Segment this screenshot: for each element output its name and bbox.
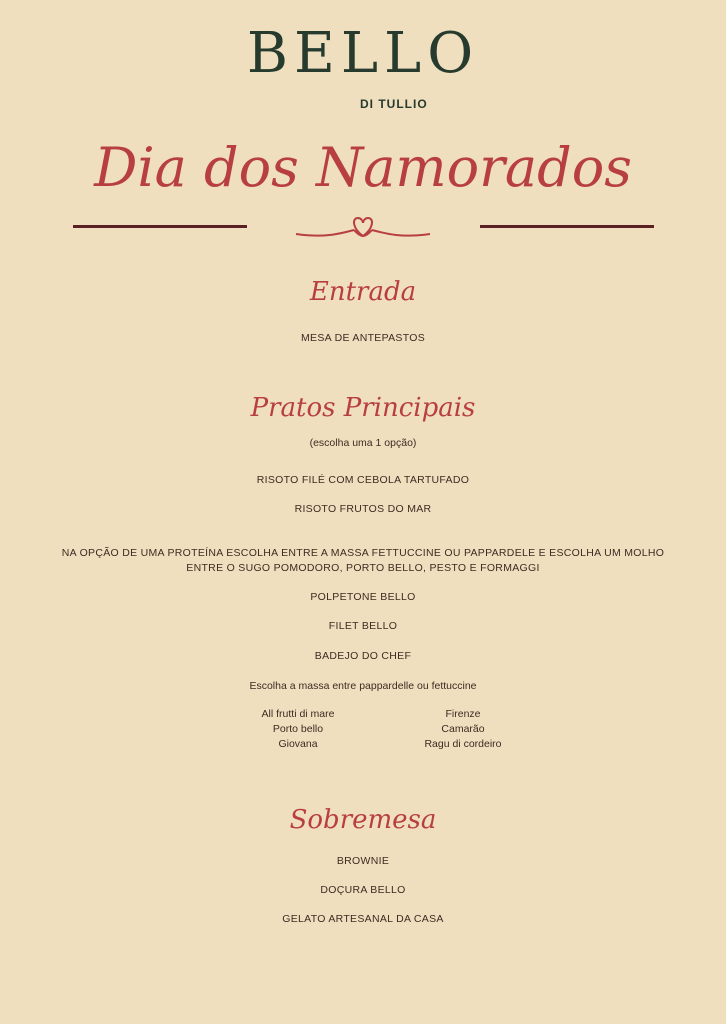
instruction-line: ENTRE O SUGO POMODORO, PORTO BELLO, PESTO E FORMAGGI: [186, 562, 540, 574]
instruction-line: NA OPÇÃO DE UMA PROTEÍNA ESCOLHA ENTRE A MASSA FETTUCCINE OU PAPPARDELE E ESCOLHA UM MOLHO: [61, 547, 665, 559]
section-title-sobremesa: Sobremesa: [289, 805, 437, 835]
sauce-item: Firenze: [445, 708, 481, 720]
protein-item: POLPETONE BELLO: [310, 591, 416, 603]
dessert-item: GELATO ARTESANAL DA CASA: [282, 913, 444, 925]
section-title-principais: Pratos Principais: [250, 393, 476, 423]
menu-item: RISOTO FRUTOS DO MAR: [294, 503, 432, 515]
dessert-item: BROWNIE: [336, 855, 390, 867]
sauce-item: Porto bello: [272, 723, 324, 735]
dessert-item: DOÇURA BELLO: [320, 884, 406, 896]
divider-left: [73, 225, 247, 228]
massa-note: Escolha a massa entre pappardelle ou fettuccine: [249, 680, 477, 692]
sauce-item: Giovana: [278, 738, 318, 750]
sauce-item: All frutti di mare: [261, 708, 335, 720]
section-title-entrada: Entrada: [309, 277, 417, 307]
section-subtitle: (escolha uma 1 opção): [309, 437, 417, 449]
sauce-list-right: [403, 707, 523, 752]
brand-subtitle: DI TULLIO: [360, 97, 428, 111]
heart-flourish-icon: [294, 212, 432, 242]
sauce-item: Ragu di cordeiro: [424, 738, 502, 750]
menu-item: MESA DE ANTEPASTOS: [300, 332, 426, 344]
menu-item: RISOTO FILÉ COM CEBOLA TARTUFADO: [256, 474, 470, 486]
sauce-item: Camarão: [441, 723, 485, 735]
protein-item: FILET BELLO: [328, 620, 398, 632]
sauce-list-left: [238, 707, 358, 752]
page-title: Dia dos Namorados: [94, 136, 632, 199]
brand-logo: BELLO: [246, 21, 480, 86]
protein-item: BADEJO DO CHEF: [314, 650, 412, 662]
divider-right: [480, 225, 654, 228]
